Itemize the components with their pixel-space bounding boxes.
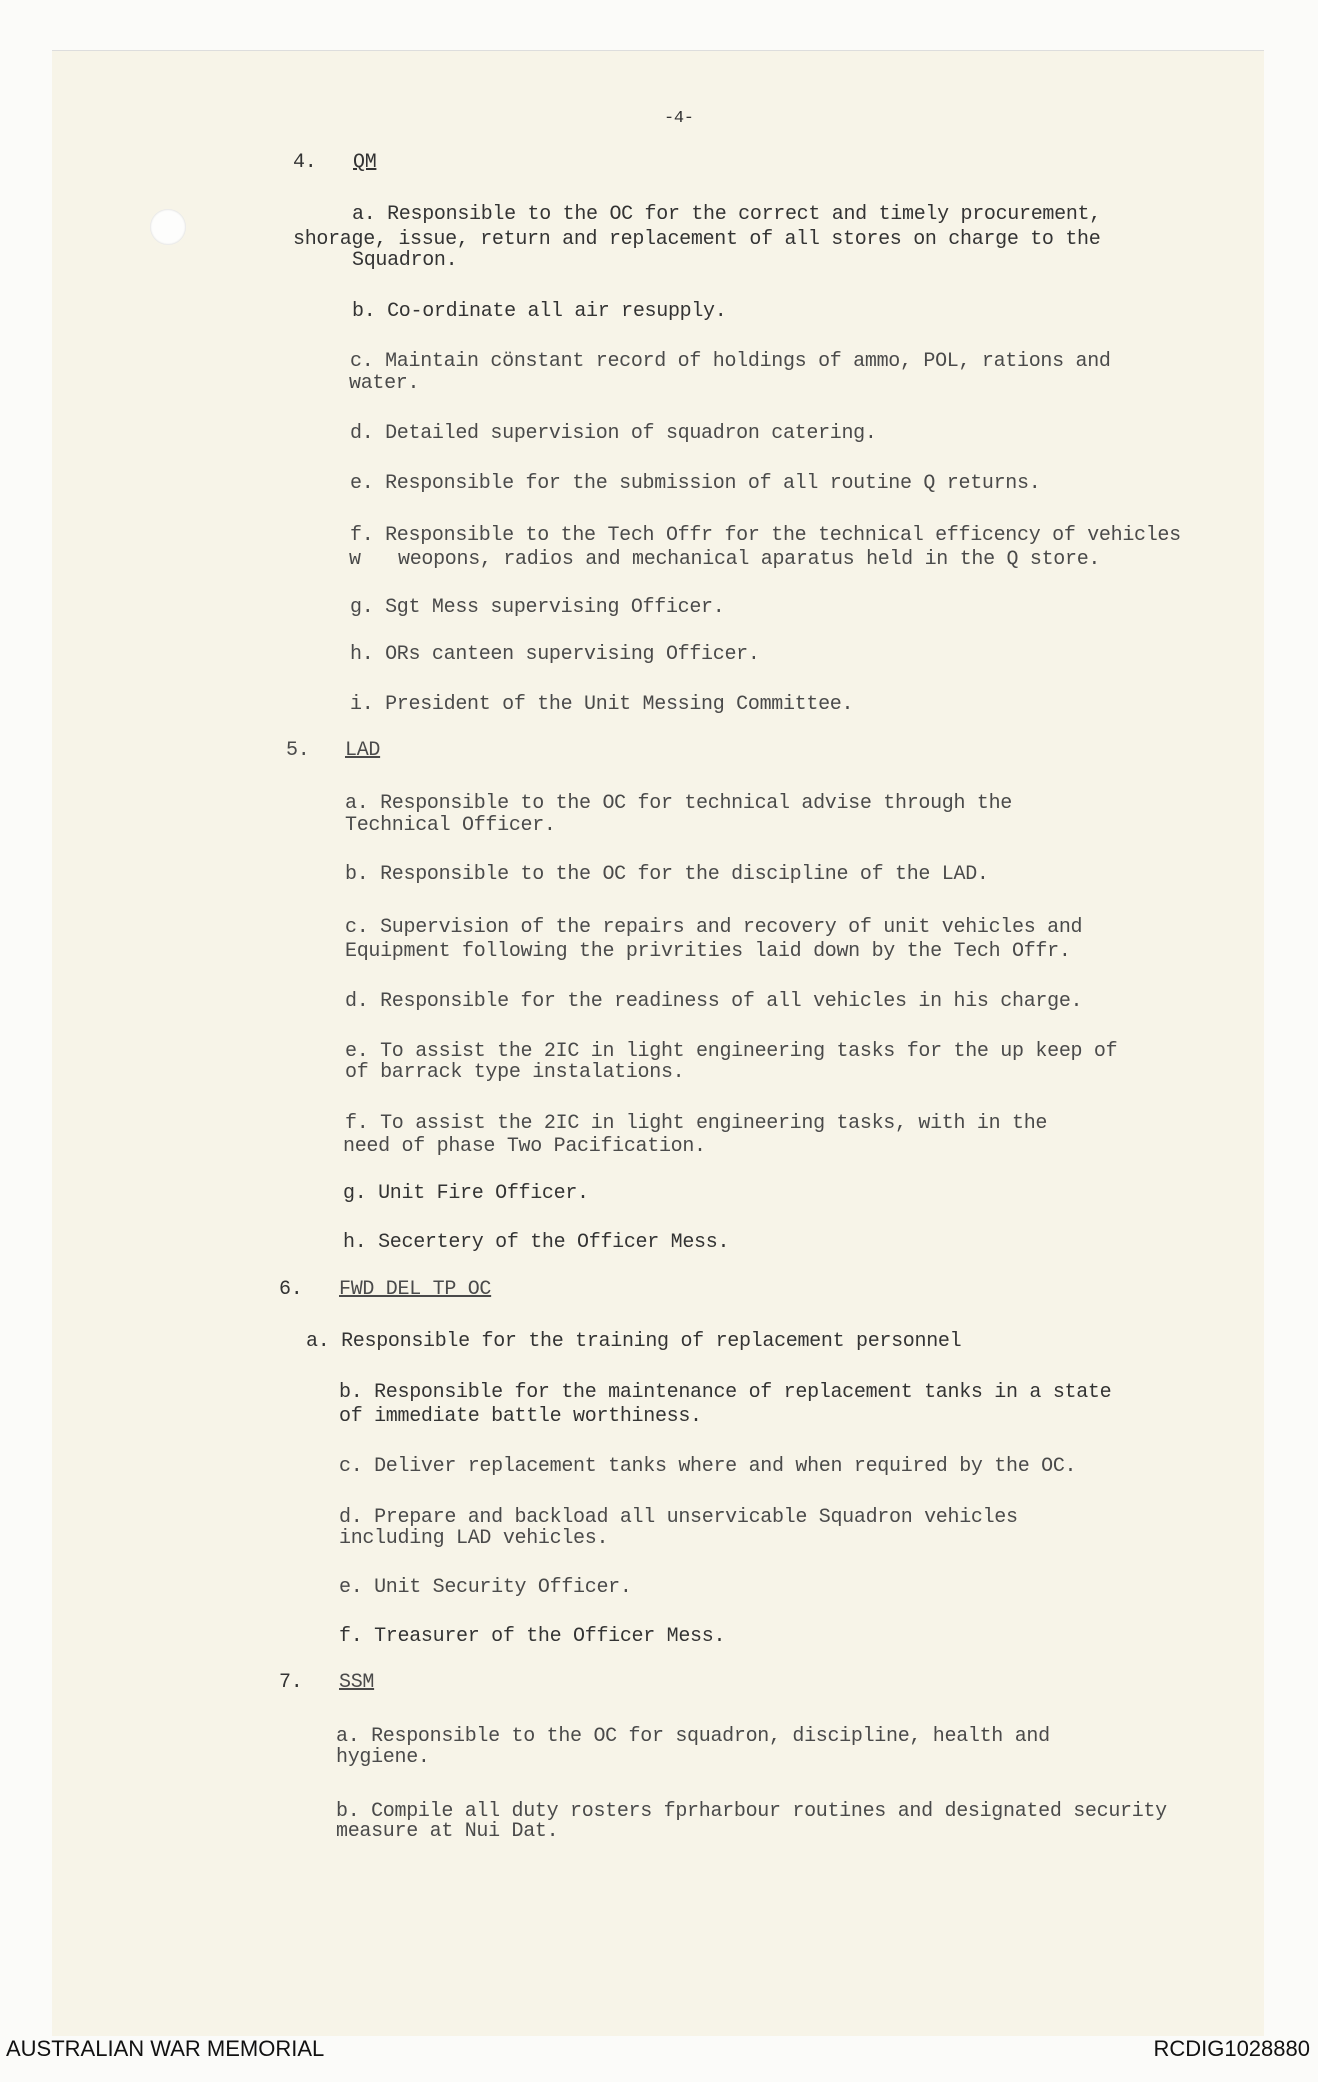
item-line: b. Responsible to the OC for the discipline of the LAD.	[345, 863, 989, 886]
item-line: h. Secertery of the Officer Mess.	[343, 1231, 730, 1254]
item-line: including LAD vehicles.	[339, 1527, 609, 1550]
item-line: d. Detailed supervision of squadron catering.	[350, 422, 877, 445]
item-line: a. Responsible for the training of replacement personnel	[306, 1330, 962, 1353]
item-line: Technical Officer.	[345, 814, 556, 837]
item-line: measure at Nui Dat.	[336, 1820, 559, 1843]
item-line: g. Sgt Mess supervising Officer.	[350, 596, 725, 619]
item-line: e. Unit Security Officer.	[339, 1576, 632, 1599]
item-line: g. Unit Fire Officer.	[343, 1182, 589, 1205]
item-line: b. Co-ordinate all air resupply.	[352, 300, 727, 323]
item-line: b. Compile all duty rosters fprharbour routines and designated security	[336, 1800, 1167, 1823]
item-line: a. Responsible to the OC for the correct and timely procurement,	[352, 203, 1101, 226]
item-line: i. President of the Unit Messing Committee.	[350, 693, 854, 716]
item-line: f. To assist the 2IC in light engineering tasks, with in the	[345, 1112, 1048, 1135]
section-title: FWD DEL TP OC	[339, 1278, 492, 1301]
item-line: d. Responsible for the readiness of all vehicles in his charge.	[345, 990, 1083, 1013]
section-title: QM	[353, 151, 377, 174]
punch-hole	[150, 209, 186, 245]
item-line: weopons, radios and mechanical aparatus held in the Q store.	[398, 548, 1101, 571]
item-line: Squadron.	[352, 249, 458, 272]
item-line: b. Responsible for the maintenance of replacement tanks in a state	[339, 1381, 1112, 1404]
section-title: SSM	[339, 1671, 375, 1694]
margin-mark: w	[349, 548, 361, 571]
item-line: water.	[349, 372, 420, 395]
item-line: of barrack type instalations.	[345, 1061, 685, 1084]
item-line: e. To assist the 2IC in light engineering tasks for the up keep of	[345, 1040, 1118, 1063]
item-line: c. Deliver replacement tanks where and when required by the OC.	[339, 1455, 1077, 1478]
item-line: e. Responsible for the submission of all routine Q returns.	[350, 472, 1041, 495]
item-line: need of phase Two Pacification.	[343, 1135, 706, 1158]
item-line: f. Treasurer of the Officer Mess.	[339, 1625, 726, 1648]
item-line: hygiene.	[336, 1746, 430, 1769]
item-line: of immediate battle worthiness.	[339, 1405, 702, 1428]
item-line: h. ORs canteen supervising Officer.	[350, 643, 760, 666]
section-number: 5.	[286, 739, 310, 762]
section-number: 4.	[293, 151, 317, 174]
section-number: 6.	[279, 1278, 303, 1301]
section-title: LAD	[345, 739, 381, 762]
item-line: a. Responsible to the OC for technical advise through the	[345, 792, 1013, 815]
footer-archive-name: AUSTRALIAN WAR MEMORIAL	[6, 2036, 325, 2061]
item-line: c. Maintain cönstant record of holdings of ammo, POL, rations and	[350, 350, 1111, 373]
page-number: -4-	[664, 109, 694, 128]
item-line: d. Prepare and backload all unservicable Squadron vehicles	[339, 1506, 1018, 1529]
section-number: 7.	[279, 1671, 303, 1694]
item-line: f. Responsible to the Tech Offr for the technical efficency of vehicles	[350, 524, 1181, 547]
item-line: Equipment following the privrities laid down by the Tech Offr.	[345, 940, 1071, 963]
item-line: a. Responsible to the OC for squadron, discipline, health and	[336, 1725, 1050, 1748]
item-line: c. Supervision of the repairs and recovery of unit vehicles and	[345, 916, 1083, 939]
footer-record-id: RCDIG1028880	[1153, 2036, 1310, 2061]
item-line: shorage, issue, return and replacement of all stores on charge to the	[293, 228, 1101, 251]
